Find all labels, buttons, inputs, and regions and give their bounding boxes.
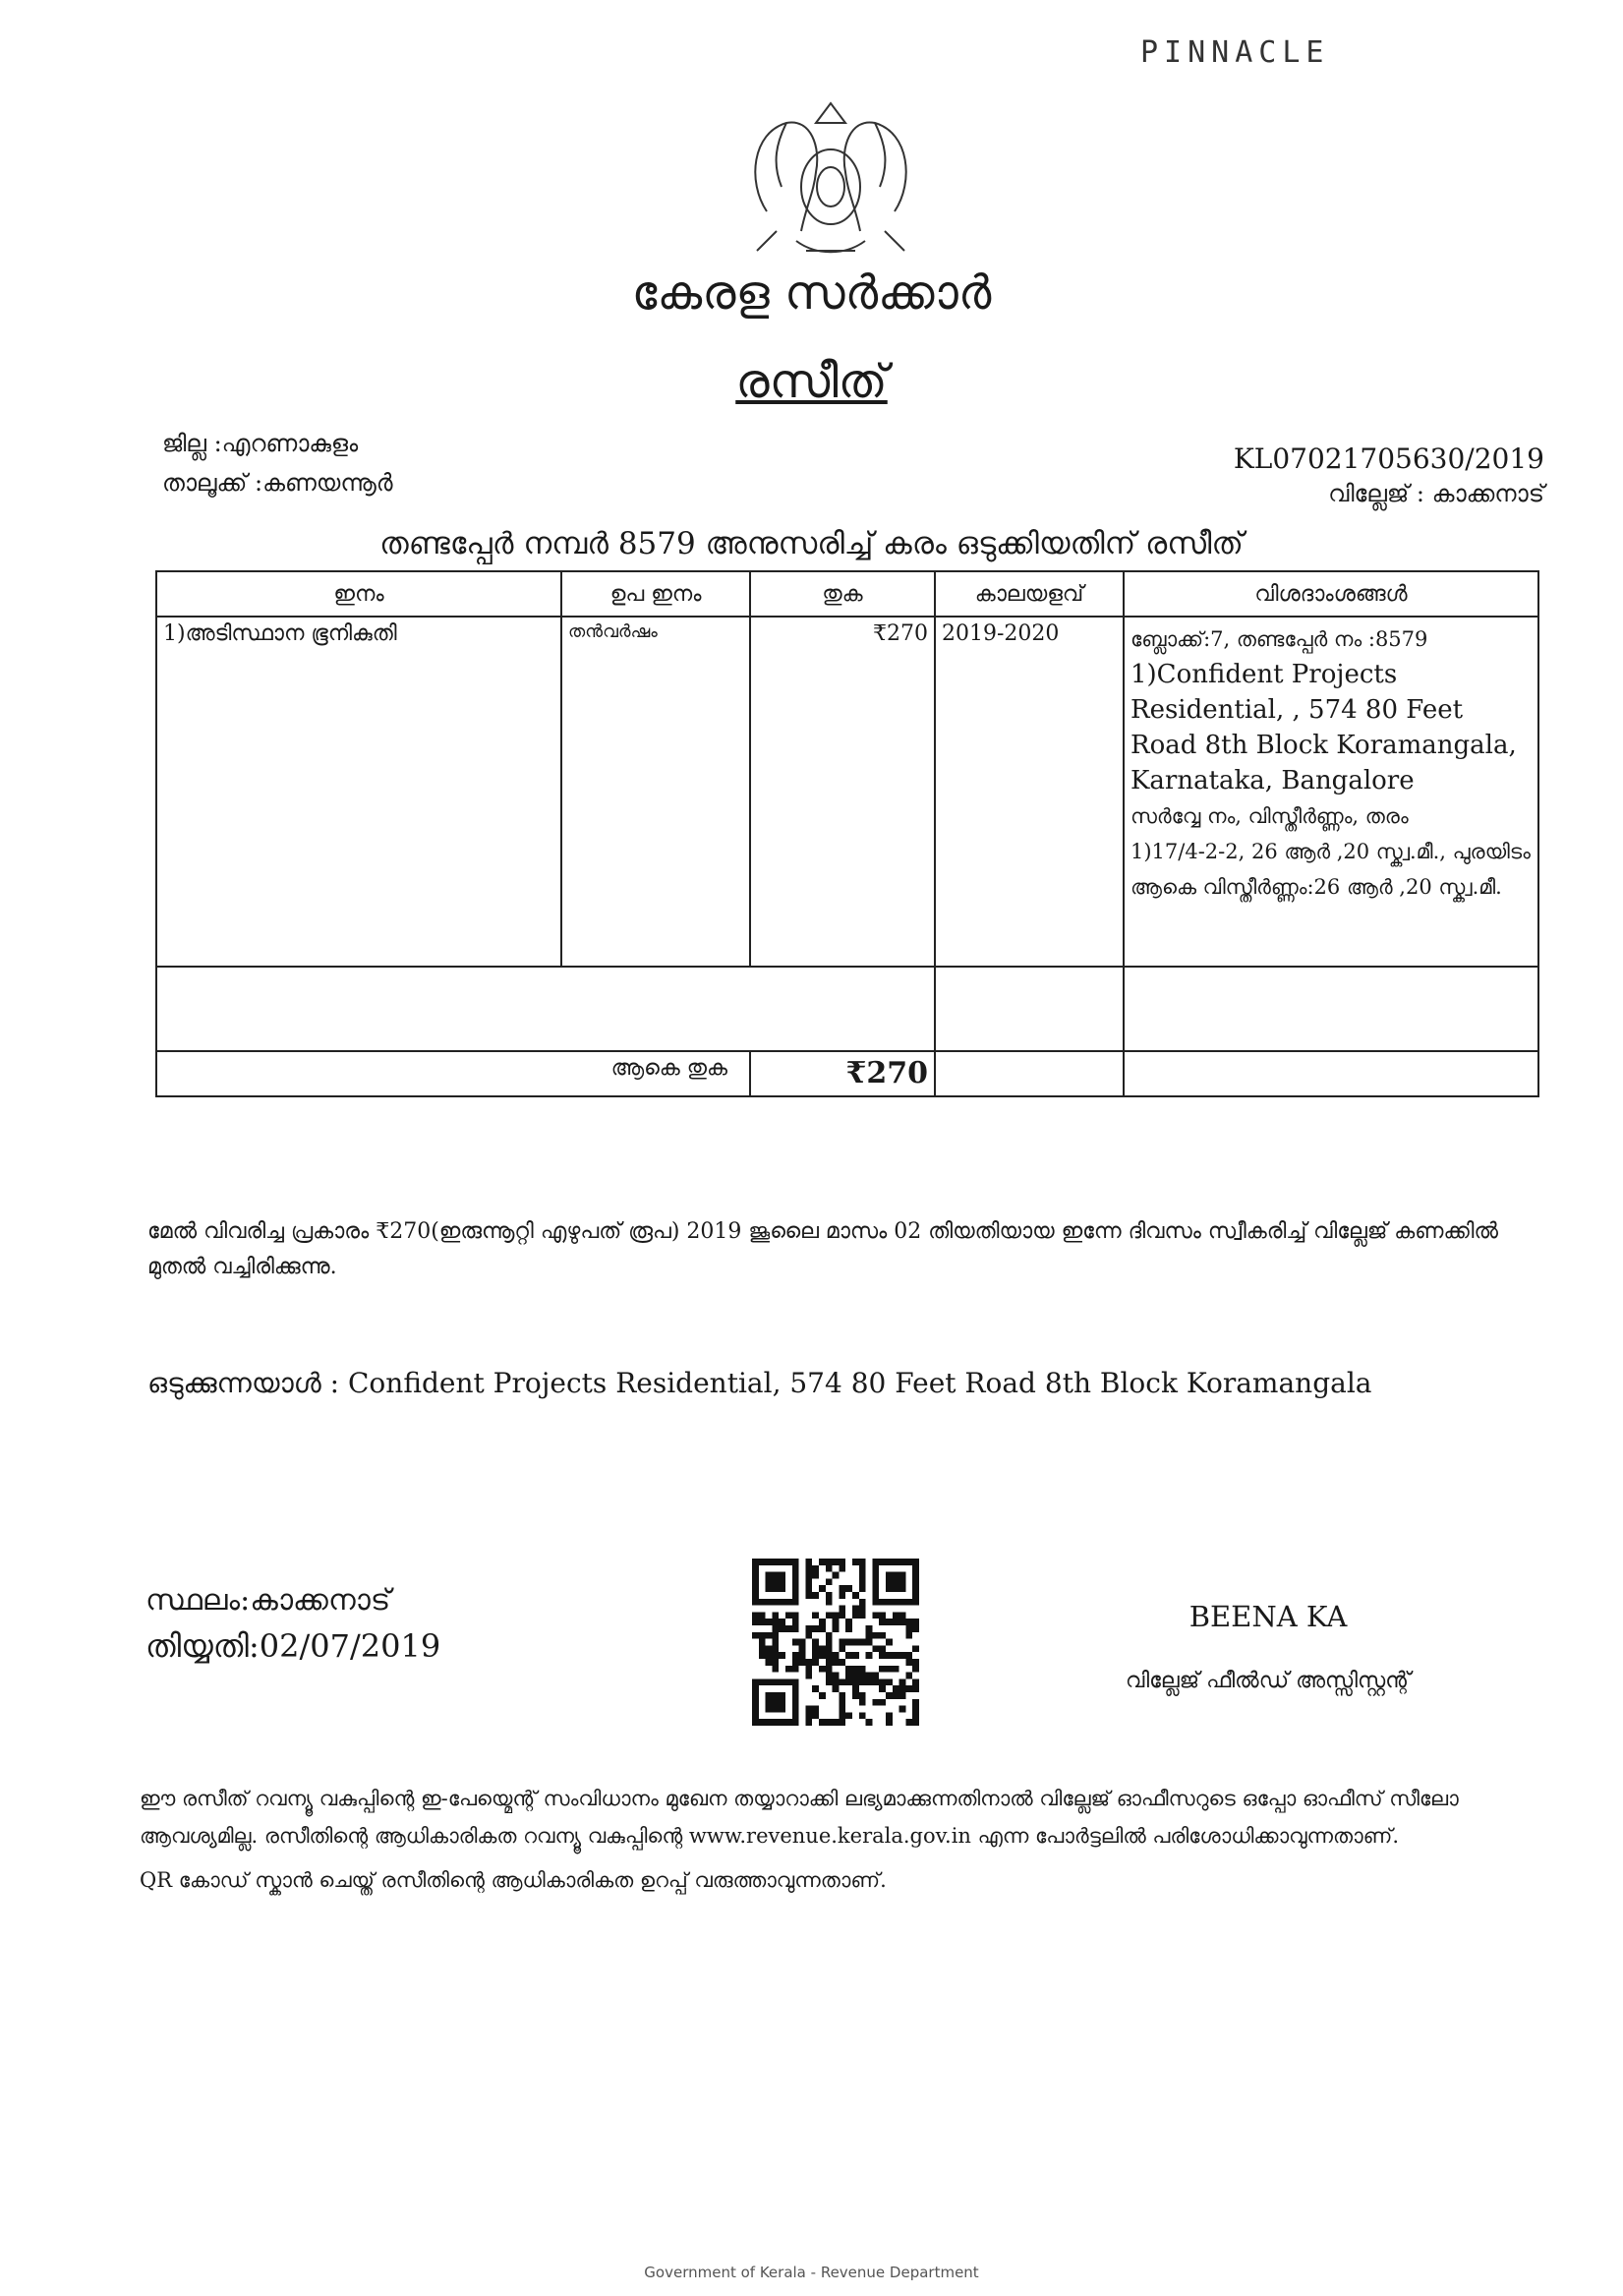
- handwritten-note: PINNACLE: [1140, 35, 1330, 70]
- empty-row: [156, 967, 1538, 1051]
- header-details: വിശദാംശങ്ങൾ: [1124, 571, 1538, 617]
- total-label: ആകെ തുക: [156, 1051, 750, 1096]
- footer-text: Government of Kerala - Revenue Department: [644, 2264, 979, 2281]
- district-label: ജില്ല :എറണാകുളം: [162, 430, 359, 457]
- header-sub-item: ഉപ ഇനം: [561, 571, 750, 617]
- qr-note: QR കോഡ് സ്കാൻ ചെയ്ത് രസീതിന്റെ ആധികാരികത ഉറപ്പ് വരുത്താവുന്നതാണ്.: [140, 1868, 887, 1892]
- empty-cell: [935, 1051, 1124, 1096]
- tax-table: [155, 570, 1539, 1097]
- date-label: തിയ്യതി:02/07/2019: [145, 1627, 441, 1665]
- cell-item: 1)അടിസ്ഥാന ഭൂനികുതി: [156, 617, 561, 967]
- signatory-name: BEENA KA: [1188, 1600, 1348, 1633]
- place-label: സ്ഥലം:കാക്കനാട്: [145, 1583, 391, 1618]
- taluk-label: താലൂക്ക് :കണയന്നൂർ: [162, 469, 393, 497]
- header-amount: തുക: [750, 571, 935, 617]
- table-caption: തണ്ടപ്പേർ നമ്പർ 8579 അനുസരിച്ച് കരം ഒടുക്കിയതിന് രസീത്: [379, 526, 1244, 561]
- details-survey-header: സർവ്വേ നം, വിസ്തീർണ്ണം, തരം: [1130, 804, 1409, 828]
- receipt-number: KL07021705630/2019: [1233, 442, 1544, 475]
- cell-amount: ₹270: [750, 617, 935, 967]
- empty-cell: [935, 967, 1124, 1051]
- empty-cell: [1124, 1051, 1538, 1096]
- total-row: [156, 1051, 1538, 1096]
- receipt-title: രസീത്: [735, 354, 888, 409]
- payer-line: ഒടുക്കുന്നയാൾ : Confident Projects Residential, 574 80 Feet Road 8th Block Koramangala: [147, 1367, 1372, 1399]
- header-item: ഇനം: [156, 571, 561, 617]
- table-row: [156, 617, 1538, 967]
- details-owner: 1)Confident Projects Residential, , 574 80 Feet Road 8th Block Koramangala, Karnataka, Bangalore: [1130, 660, 1517, 795]
- village-label: വില്ലേജ് : കാക്കനാട്: [1328, 480, 1544, 507]
- details-total-area: ആകെ വിസ്തീർണ്ണം:26 ആർ ,20 സ്ക്വ.മീ.: [1130, 875, 1502, 899]
- signatory-role: വില്ലേജ് ഫീൽഡ് അസ്സിസ്റ്റന്റ്: [1126, 1669, 1411, 1693]
- verification-note: ഈ രസീത് റവന്യൂ വകുപ്പിന്റെ ഇ-പേയ്മെന്റ് സംവിധാനം മുഖേന തയ്യാറാക്കി ലഭ്യമാക്കുന്നതിനാൽ വില്ലേജ് ഓഫീസറുടെ ഒപ്പോ ഓഫീസ് സീലോ ആവശ്യമില്ല. രസീതിന്റെ ആധികാരികത റവന്യൂ വകുപ്പിന്റെ www.revenue.kerala.gov.in എന്ന പോർട്ടലിൽ പരിശോധിക്കാവുന്നതാണ്.: [140, 1787, 1459, 1848]
- empty-cell: [156, 967, 935, 1051]
- kerala-emblem-icon: [727, 93, 934, 270]
- qr-code-icon: [752, 1559, 919, 1726]
- cell-details: [1124, 617, 1538, 967]
- details-block: ബ്ലോക്ക്:7, തണ്ടപ്പേർ നം :8579: [1130, 627, 1428, 651]
- table-header-row: [156, 571, 1538, 617]
- header-period: കാലയളവ്: [935, 571, 1124, 617]
- cell-period: 2019-2020: [935, 617, 1124, 967]
- government-title: കേരള സർക്കാർ: [631, 265, 992, 321]
- empty-cell: [1124, 967, 1538, 1051]
- receipt-statement: മേൽ വിവരിച്ച പ്രകാരം ₹270(ഇരുന്നൂറ്റി എഴുപത് രൂപ) 2019 ജൂലൈ മാസം 02 തിയതിയായ ഇന്നേ ദിവസം സ്വീകരിച്ച് വില്ലേജ് കണക്കിൽ മുതൽ വച്ചിരിക്കുന്നു.: [147, 1219, 1499, 1279]
- details-survey: 1)17/4-2-2, 26 ആർ ,20 സ്ക്വ.മീ., പുരയിടം: [1130, 840, 1531, 863]
- total-amount: ₹270: [750, 1051, 935, 1096]
- cell-sub-item: തൻവർഷം: [561, 617, 750, 967]
